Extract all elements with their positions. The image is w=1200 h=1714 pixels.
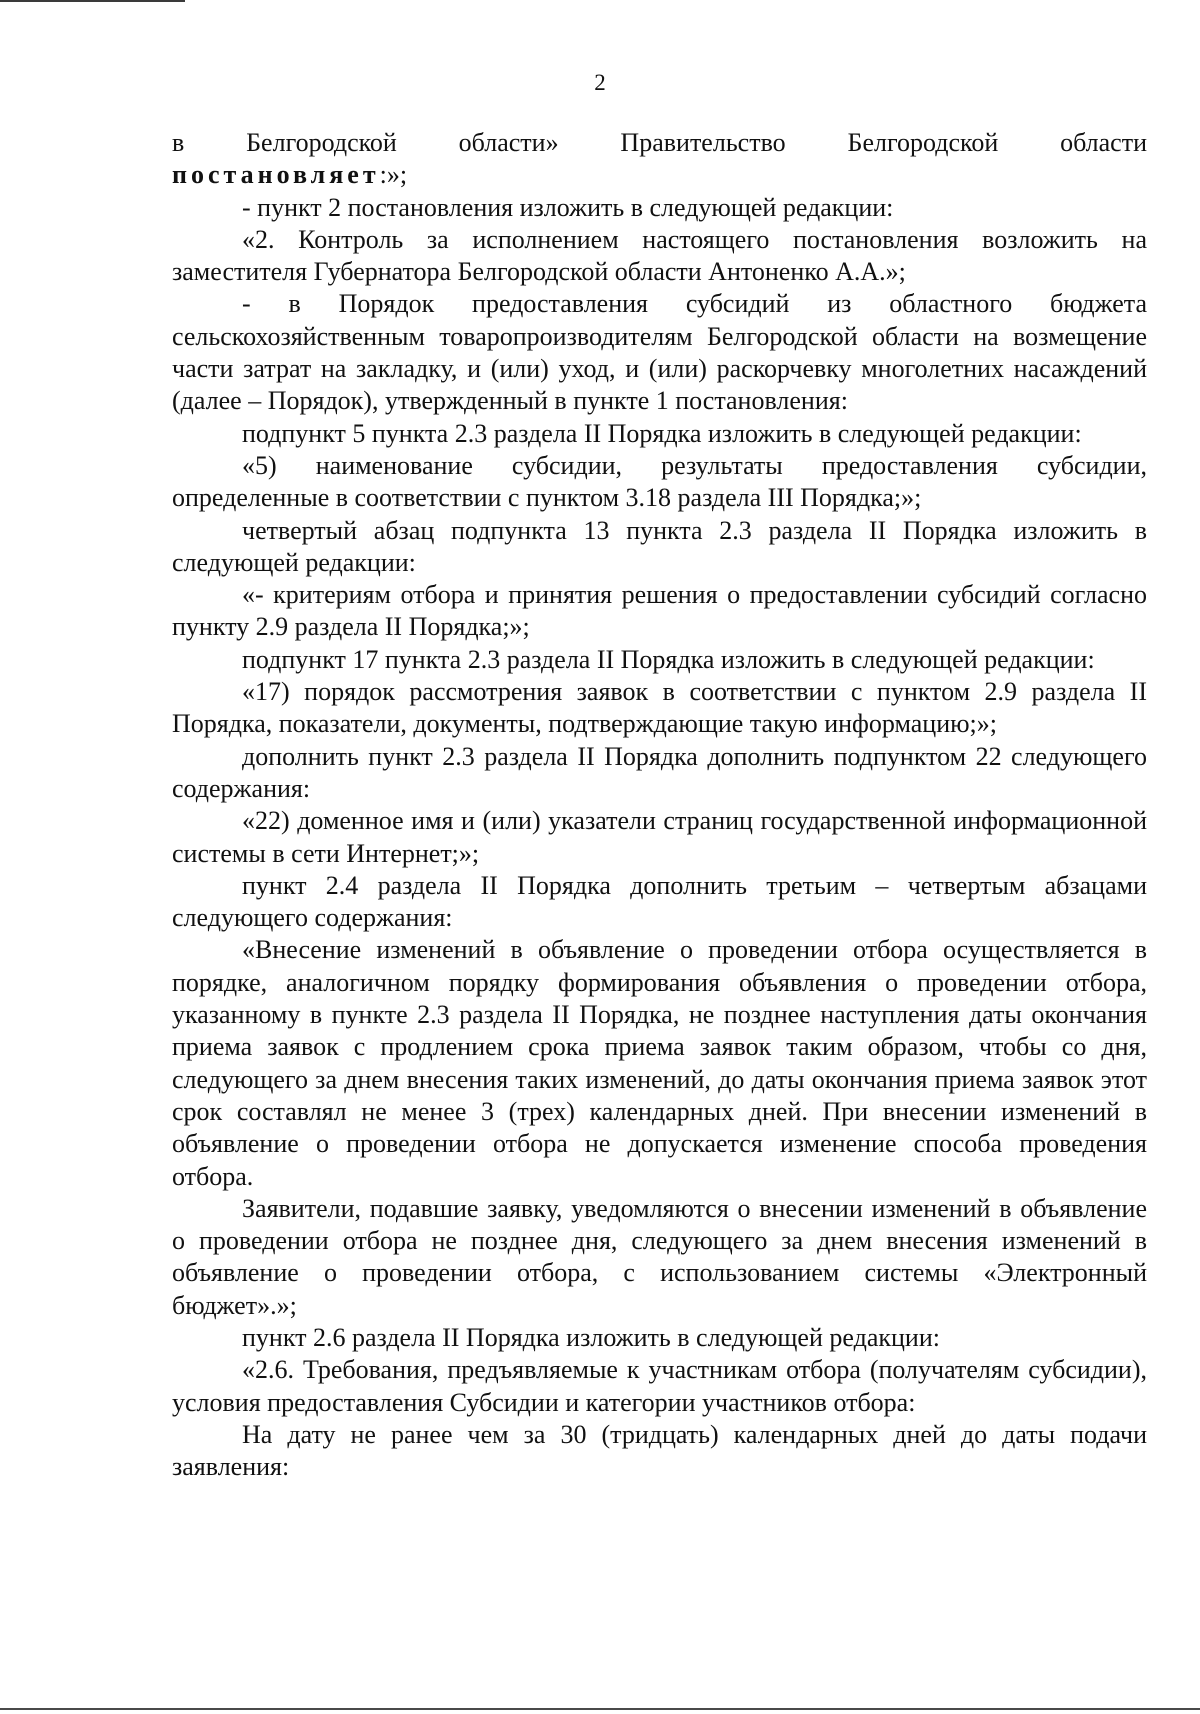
paragraph: «2. Контроль за исполнением настоящего постановления возложить на заместителя Губернатора Белгородской области Антоненко А.А.»; bbox=[172, 224, 1147, 287]
paragraph: «- критериям отбора и принятия решения о предоставлении субсидий согласно пункту 2.9 раздела II Порядка;»; bbox=[172, 580, 1147, 642]
paragraph: «22) доменное имя и (или) указатели страниц государственной информационной системы в сети Интернет;»; bbox=[172, 806, 1147, 868]
paragraph: На дату не ранее чем за 30 (тридцать) календарных дней до даты подачи заявления: bbox=[172, 1419, 1147, 1482]
opening-line: в Белгородской области» Правительство Белгородской области bbox=[172, 128, 1147, 157]
paragraph: - пункт 2 постановления изложить в следующей редакции: bbox=[242, 192, 894, 222]
paragraph: четвертый абзац подпункта 13 пункта 2.3 раздела II Порядка изложить в следующей редакции: bbox=[172, 515, 1147, 577]
paragraph: подпункт 17 пункта 2.3 раздела II Порядка изложить в следующей редакции: bbox=[242, 644, 1095, 674]
paragraph: «2.6. Требования, предъявляемые к участникам отбора (получателям субсидии), условия предоставления Субсидии и категории участников отбора: bbox=[172, 1355, 1147, 1417]
paragraph: пункт 2.4 раздела II Порядка дополнить третьим – четвертым абзацами следующего содержания: bbox=[172, 870, 1147, 933]
page-number: 2 bbox=[594, 70, 606, 95]
paragraph: - в Порядок предоставления субсидий из областного бюджета сельскохозяйственным товаропроизводителям Белгородской области на возмещение части затрат на закладку, и (или) уход, и (или) раскорчевку многолетних насаждений (далее – Порядок), утвержденный в пункте 1 постановления: bbox=[172, 289, 1147, 416]
scan-edge-top bbox=[0, 0, 185, 2]
paragraph: пункт 2.6 раздела II Порядка изложить в следующей редакции: bbox=[242, 1322, 940, 1352]
paragraph: «17) порядок рассмотрения заявок в соответствии с пунктом 2.9 раздела II Порядка, показатели, документы, подтверждающие такую информацию;»; bbox=[172, 677, 1147, 739]
scan-edge-bottom bbox=[0, 1708, 1200, 1710]
paragraph: «Внесение изменений в объявление о проведении отбора осуществляется в порядке, аналогичном порядку формирования объявления о проведении отбора, указанному в пункте 2.3 раздела II Порядка, не позднее наступления даты окончания приема заявок с продлением срока приема заявок таким образом, чтобы со дня, следующего за днем внесения таких изменений, до даты окончания приема заявок этот срок составлял не менее 3 (трех) календарных дней. При внесении изменений в объявление о проведении отбора не допускается изменение способа проведения отбора. bbox=[172, 935, 1147, 1191]
document-body bbox=[172, 127, 1147, 1483]
decree-tail: :»; bbox=[379, 160, 408, 190]
decree-line bbox=[172, 159, 1147, 191]
paragraph: «5) наименование субсидии, результаты предоставления субсидии, определенные в соответствии с пунктом 3.18 раздела III Порядка;»; bbox=[172, 450, 1147, 513]
paragraph: Заявители, подавшие заявку, уведомляются о внесении изменений в объявление о проведении отбора не позднее дня, следующего за днем внесения изменений в объявление о проведении отбора, с использованием системы «Электронный бюджет».»; bbox=[172, 1193, 1147, 1320]
paragraph: дополнить пункт 2.3 раздела II Порядка дополнить подпунктом 22 следующего содержания: bbox=[172, 741, 1147, 803]
decree-word: постановляет bbox=[172, 160, 380, 190]
paragraph: подпункт 5 пункта 2.3 раздела II Порядка изложить в следующей редакции: bbox=[242, 418, 1082, 448]
